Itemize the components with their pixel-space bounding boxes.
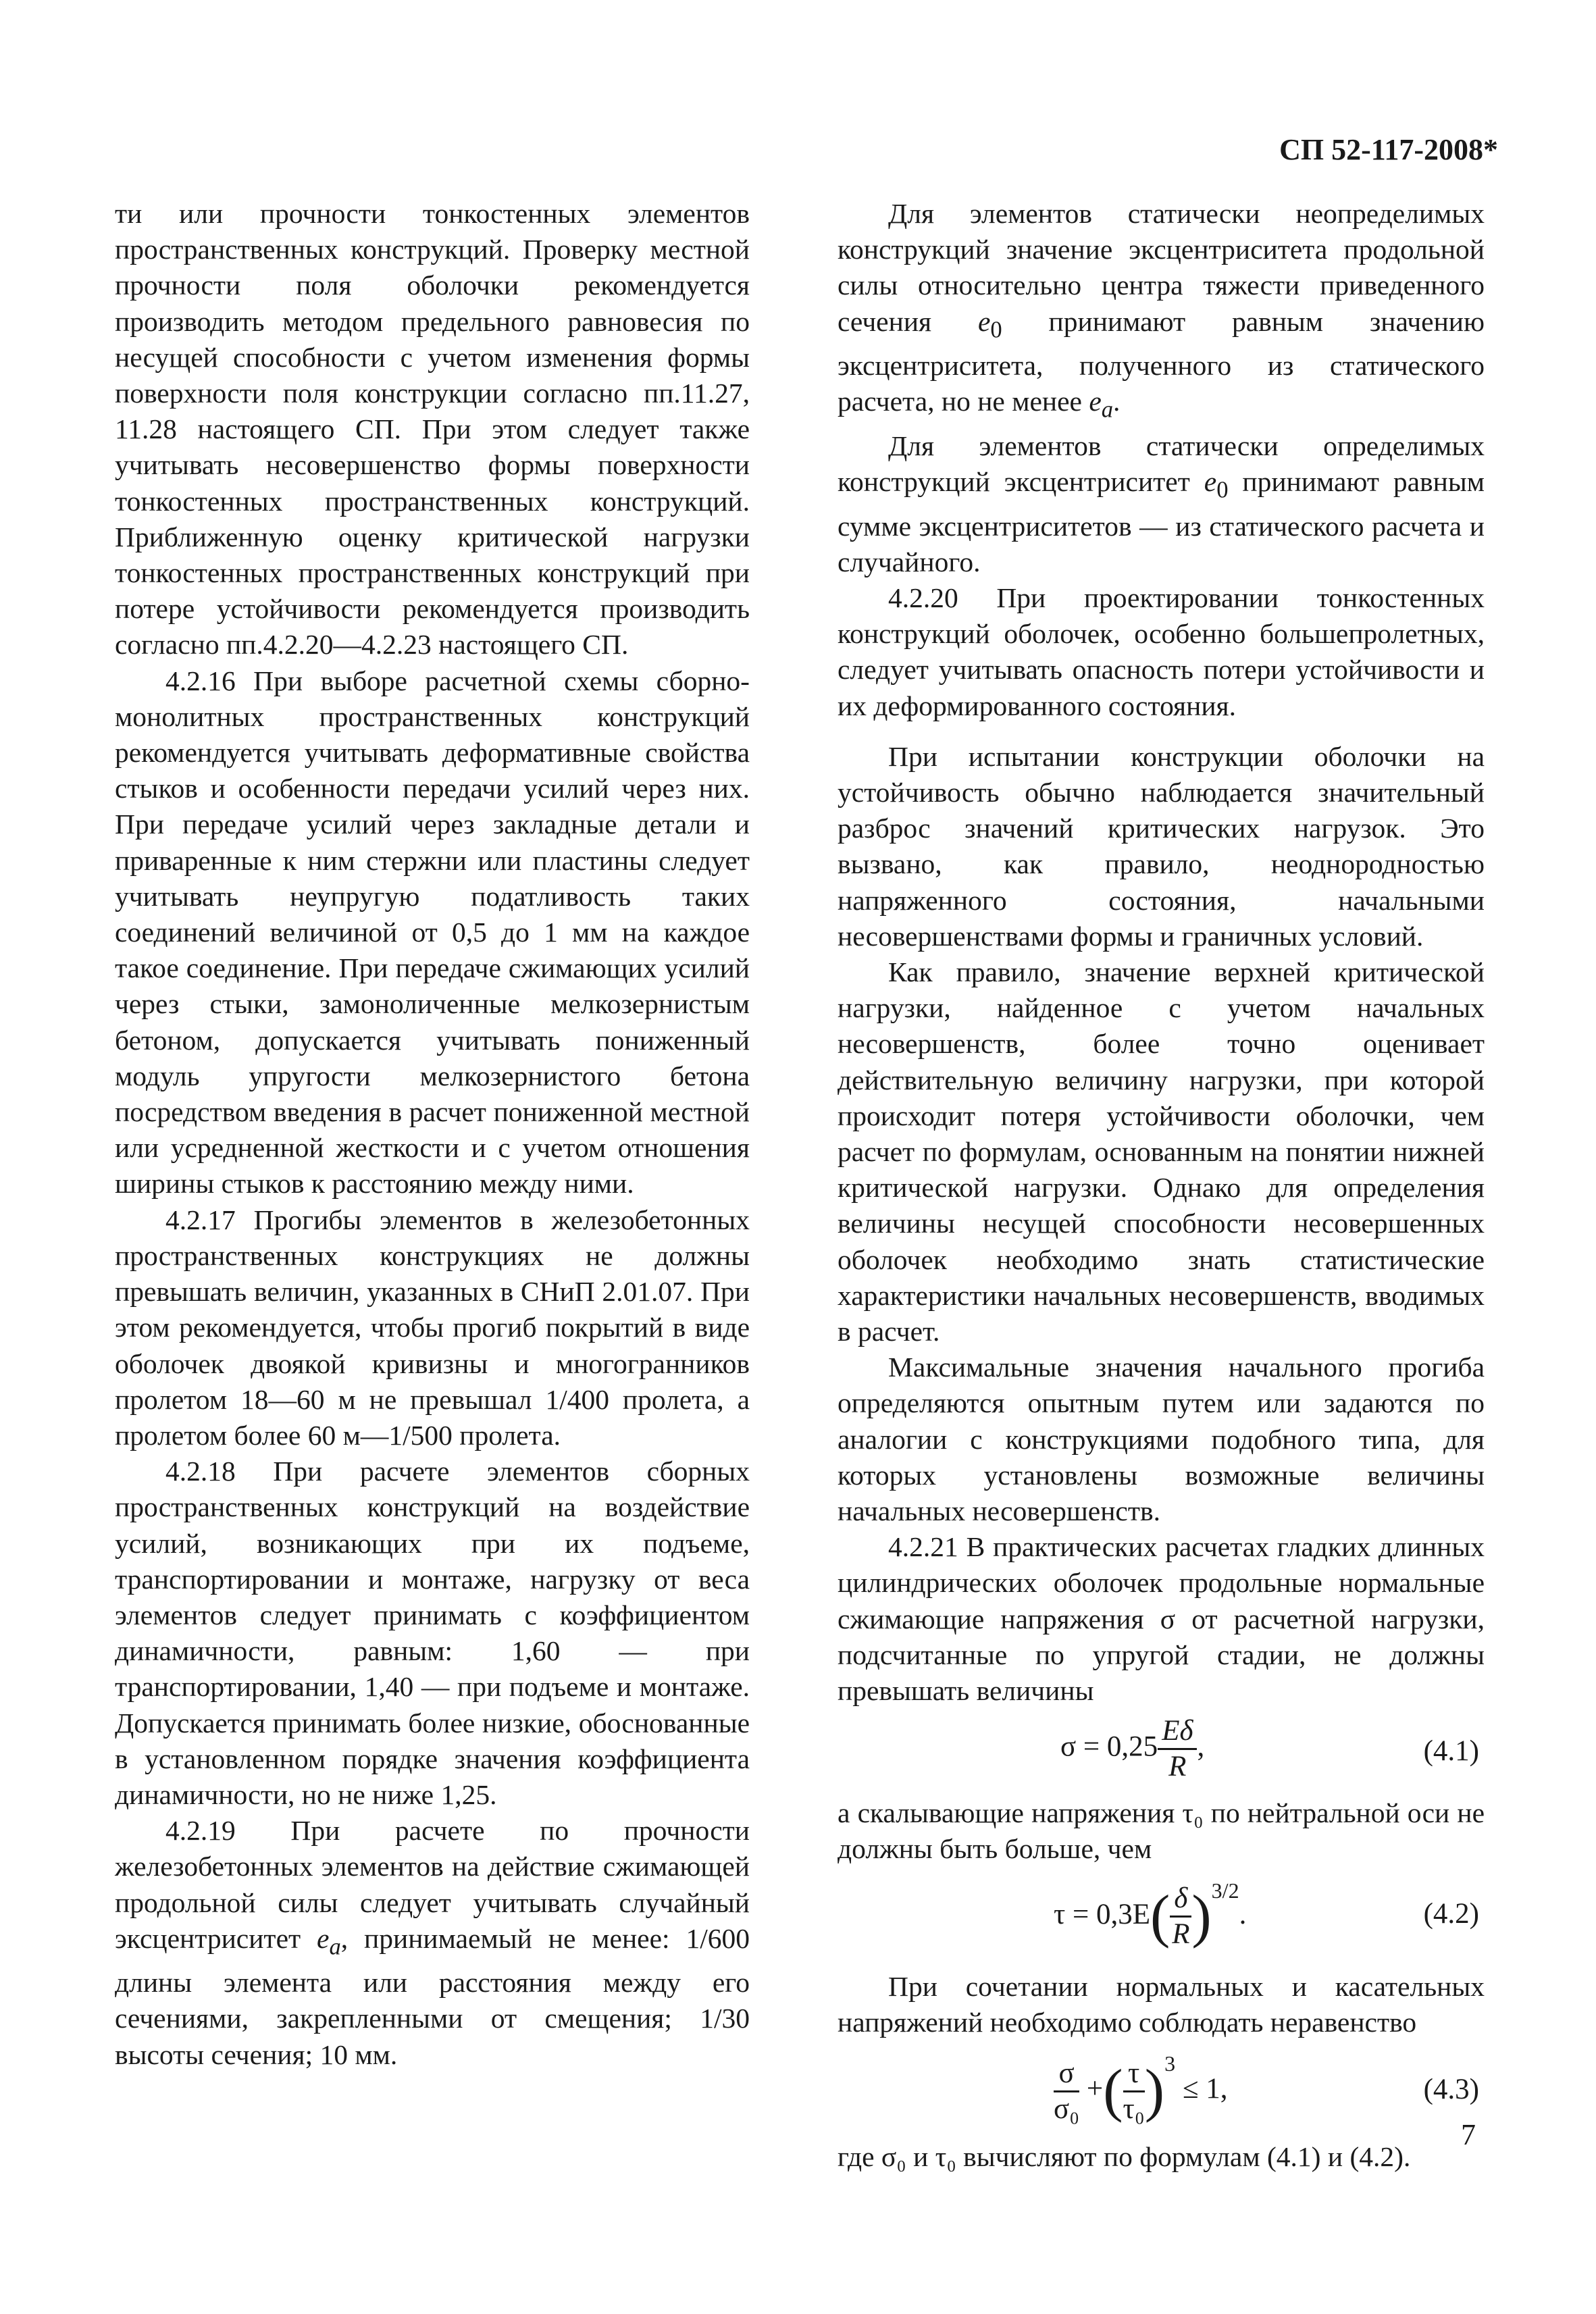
paragraph-shear-stress: а скалывающие напряжения τ₀ по нейтральной оси не должны быть больше, чем (838, 1797, 1485, 1865)
equation-4-2 (838, 1873, 1485, 1954)
paragraph-4-2-16: 4.2.16 При выборе расчетной схемы сборно-монолитных пространственных конструкций рекомендуется учитывать деформативные свойства стыков и особенности передачи усилий через них. При передаче усилий через закладные детали и приваренные к ним стержни или пластины следует учитывать неупругую податливость таких соединений величиной от 0,5 до 1 мм на каждое такое соединение. При передаче сжимающих усилий через стыки, замоноличенные мелкозернистым бетоном, допускается учитывать пониженный модуль упругости мелкозернистого бетона посредством введения в расчет пониженной местной или усредненной жесткости и с учетом отношения ширины стыков к расстоянию между ними. (115, 665, 750, 1200)
paragraph: ти или прочности тонкостенных элементов пространственных конструкций. Проверку местной прочности поля оболочки рекомендуется производить методом предельного равновесия по несущей способности с учетом изменения формы поверхности поля конструкции согласно пп.11.27, 11.28 настоящего СП. При этом следует также учитывать несовершенство формы поверхности тонкостенных пространственных конструкций. Приближенную оценку критической нагрузки тонкостенных пространственных конструкций при потере устойчивости рекомендуется производить согласно пп.4.2.20—4.2.23 настоящего СП. (115, 198, 750, 661)
right-column (838, 196, 1485, 2175)
paragraph-eccentricity-indeterminate: Для элементов статически неопределимых конструкций значение эксцентриситета продольной силы относительно центра тяжести приведенного сечения $e_0$ принимают равным значению эксцентриситета, полученного из статического расчета, но не менее $e_a$. (838, 198, 1485, 423)
paragraph-4-2-20: 4.2.20 При проектировании тонкостенных конструкций оболочек, особенно большепролетных, следует учитывать опасность потери устойчивости и их деформированного состояния. (838, 582, 1485, 721)
equation-4-1 (838, 1714, 1485, 1789)
equation-4-2-formula: τ = 0,3E( $\frac{\delta}{R}$ )$^{3/2}$. (1054, 1878, 1247, 1951)
paragraph-4-2-18: 4.2.18 При расчете элементов сборных пространственных конструкций на воздействие усилий, возникающих при их подъеме, транспортировании и монтаже, нагрузку от веса элементов следует принимать с коэффициентом динамичности, равным: 1,60 — при транспортировании, 1,40 — при подъеме и монтаже. Допускается принимать более низкие, обоснованные в установленном порядке значения коэффициента динамичности, но не ниже 1,25. (115, 1456, 750, 1810)
paragraph-where: где σ₀ и τ₀ вычисляют по формулам (4.1) и (4.2). (838, 2141, 1411, 2173)
paragraph-initial-deflection: Максимальные значения начального прогиба определяются опытным путем или задаются по аналогии с конструкциями подобного типа, для которых установлены возможные величины начальных несовершенств. (838, 1352, 1485, 1526)
paragraph-stability-tests: При испытании конструкции оболочки на устойчивость обычно наблюдается значительный разброс значений критических нагрузок. Это вызвано, как правило, неоднородностью напряженного состояния, начальными несовершенствами формы и граничных условий. (838, 740, 1485, 952)
paragraph-4-2-19: 4.2.19 При расчете по прочности железобетонных элементов на действие сжимающей продольной силы следует учитывать случайный эксцентриситет $e_a$, принимаемый не менее: 1/600 длины элемента или расстояния между его сечениями, закрепленными от смещения; 1/30 высоты сечения; 10 мм. (115, 1815, 750, 2070)
equation-4-1-formula: σ = 0,25 $\frac{E\delta}{R}$ , (1060, 1715, 1205, 1783)
equation-number: (4.3) (1423, 2074, 1479, 2106)
paragraph-4-2-17: 4.2.17 Прогибы элементов в железобетонных пространственных конструкциях не должны превышать величин, указанных в СНиП 2.01.07. При этом рекомендуется, чтобы прогиб покрытий в виде оболочек двоякой кривизны и многогранников пролетом 18—60 м не превышал 1/400 пролета, а пролетом более 60 м—1/500 пролета. (115, 1204, 750, 1451)
equation-number: (4.1) (1423, 1735, 1479, 1768)
paragraph-combined-stresses: При сочетании нормальных и касательных напряжений необходимо соблюдать неравенство (838, 1970, 1485, 2038)
page-number: 7 (1461, 2118, 1476, 2151)
document-code-header: СП 52-117-2008* (1279, 133, 1498, 166)
equation-4-3-formula: $\frac{\sigma}{\text{σ₀}}$ +( $\frac{\tau}{\text{τ₀}}$ )$^3$ ≤ 1, (1054, 2051, 1228, 2125)
equation-number: (4.2) (1423, 1897, 1479, 1930)
paragraph-upper-critical-load: Как правило, значение верхней критической нагрузки, найденное с учетом начальных несовершенств, более точно оценивает действительную величину нагрузки, при которой происходит потеря устойчивости оболочки, чем расчет по формулам, основанным на понятии нижней критической нагрузки. Однако для определения величины несущей способности несовершенных оболочек необходимо знать статистические характеристики начальных несовершенств, вводимых в расчет. (838, 956, 1485, 1347)
left-column (115, 196, 750, 2073)
paragraph-eccentricity-determinate: Для элементов статически определимых конструкций эксцентриситет $e_0$ принимают равным сумме эксцентриситетов — из статического расчета и случайного. (838, 430, 1485, 577)
equation-4-3 (838, 2046, 1485, 2132)
paragraph-4-2-21: 4.2.21 В практических расчетах гладких длинных цилиндрических оболочек продольные нормальные сжимающие напряжения σ от расчетной нагрузки, подсчитанные по упругой стадии, не должны превышать величины (838, 1531, 1485, 1707)
